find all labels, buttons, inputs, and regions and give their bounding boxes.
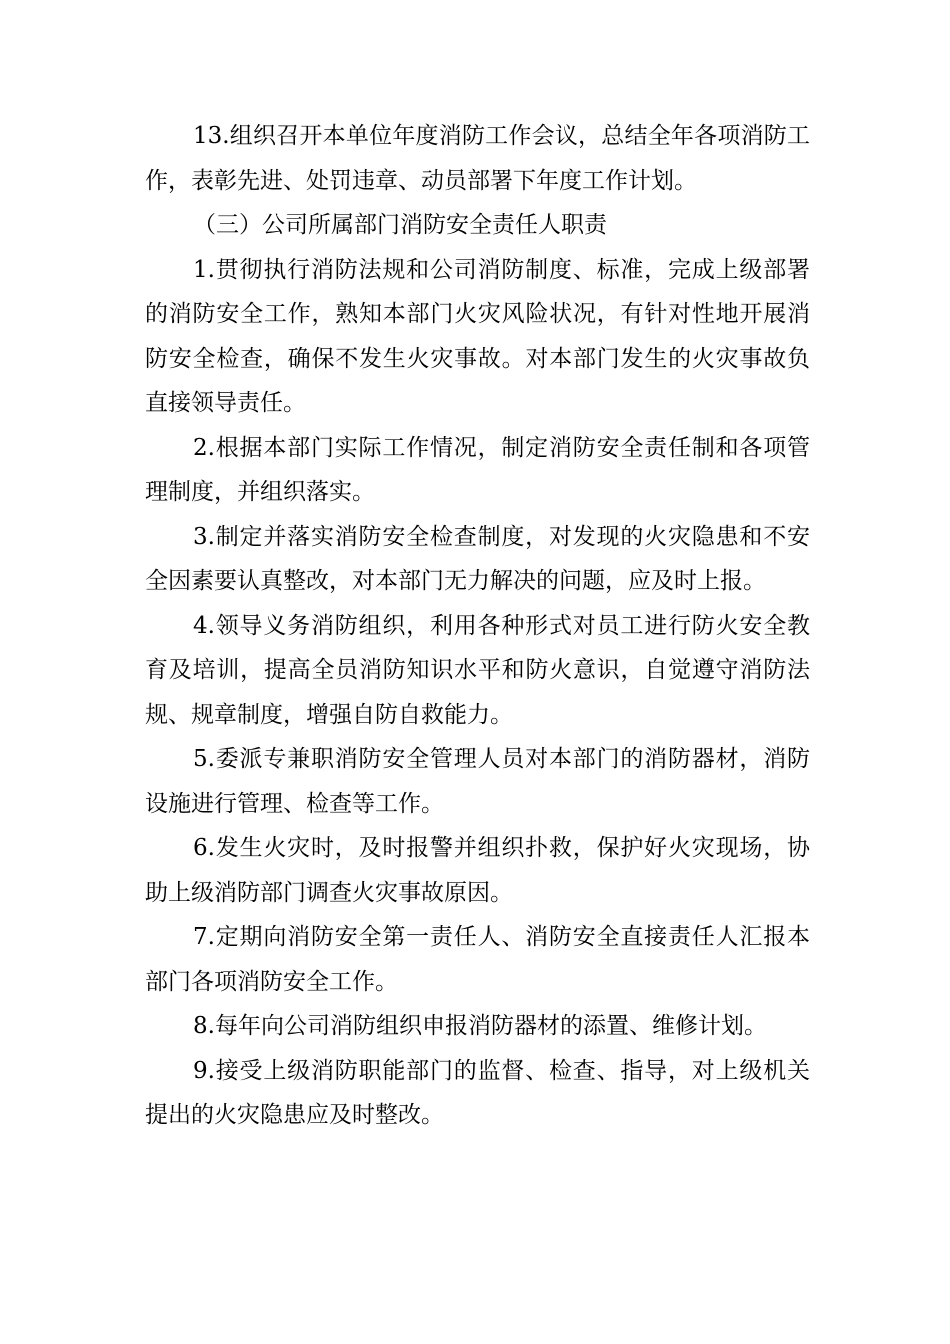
section-heading: （三）公司所属部门消防安全责任人职责 (193, 212, 607, 238)
paragraph-item-9: 9.接受上级消防职能部门的监督、检查、指导，对上级机关提出的火灾隐患应及时整改。 (145, 1057, 810, 1128)
paragraph-item-6: 6.发生火灾时，及时报警并组织扑救，保护好火灾现场，协助上级消防部门调查火灾事故原因。 (145, 835, 810, 906)
paragraph-item-4: 4.领导义务消防组织，利用各种形式对员工进行防火安全教育及培训，提高全员消防知识水平和防火意识，自觉遵守消防法规、规章制度，增强自防自救能力。 (145, 612, 810, 728)
document-page (145, 114, 810, 1138)
paragraph-item-3: 3.制定并落实消防安全检查制度，对发现的火灾隐患和不安全因素要认真整改，对本部门无力解决的问题，应及时上报。 (145, 523, 810, 594)
paragraph-item-13: 13.组织召开本单位年度消防工作会议，总结全年各项消防工作，表彰先进、处罚违章、动员部署下年度工作计划。 (145, 123, 810, 194)
paragraph-item-8: 8.每年向公司消防组织申报消防器材的添置、维修计划。 (193, 1013, 767, 1039)
paragraph-item-2: 2.根据本部门实际工作情况，制定消防安全责任制和各项管理制度，并组织落实。 (145, 434, 810, 505)
paragraph-item-5: 5.委派专兼职消防安全管理人员对本部门的消防器材，消防设施进行管理、检查等工作。 (145, 746, 810, 817)
paragraph-item-7: 7.定期向消防安全第一责任人、消防安全直接责任人汇报本部门各项消防安全工作。 (145, 924, 810, 995)
paragraph-item-1: 1.贯彻执行消防法规和公司消防制度、标准，完成上级部署的消防安全工作，熟知本部门火灾风险状况，有针对性地开展消防安全检查，确保不发生火灾事故。对本部门发生的火灾事故负直接领导责任。 (145, 256, 810, 416)
